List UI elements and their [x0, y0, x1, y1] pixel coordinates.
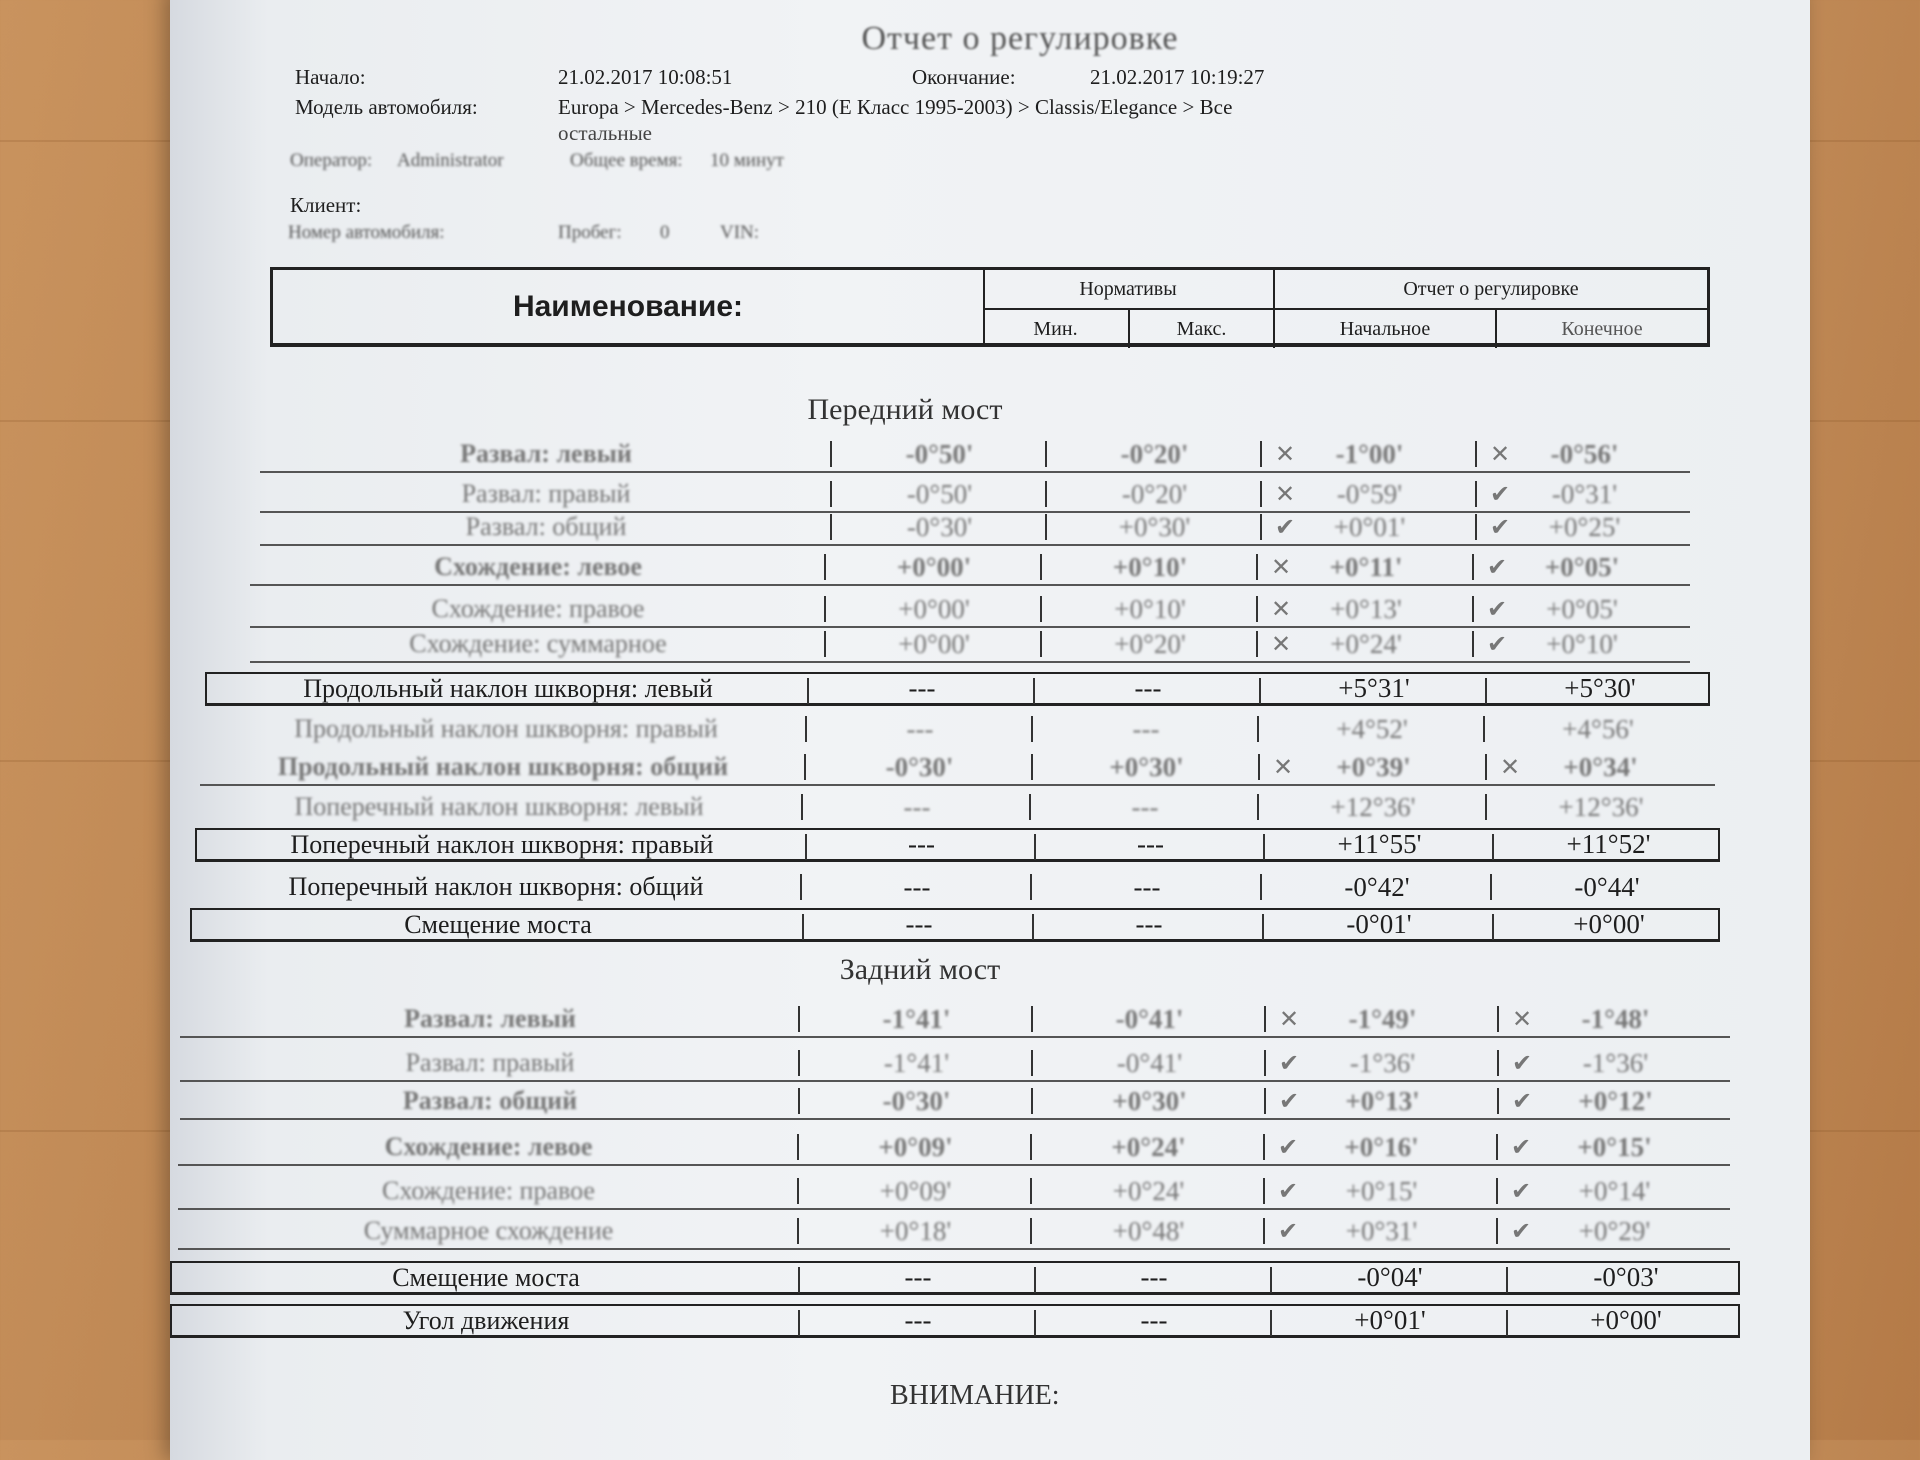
front-cell-divider	[1040, 554, 1042, 580]
max-header: Макс.	[1130, 310, 1275, 348]
end-label: Окончание:	[912, 65, 1016, 89]
cross-icon: ✕	[1278, 1005, 1300, 1033]
front-cell-divider	[824, 554, 826, 580]
rear-cell-divider	[1034, 1310, 1036, 1336]
front-cell-min: ---	[905, 909, 933, 939]
front-cell-divider	[824, 631, 826, 657]
rear-cell-label: Развал: общий	[402, 1086, 578, 1115]
front-row	[190, 908, 1720, 942]
rear-cell-divider	[797, 1178, 799, 1204]
rear-cell-min: -1°41'	[883, 1047, 950, 1078]
name-column-header: Наименование:	[273, 270, 985, 343]
rear-row	[178, 1214, 1730, 1250]
rear-cell-final: +0°29'	[1578, 1215, 1651, 1246]
rear-cell-divider	[1497, 1050, 1499, 1076]
rear-cell-divider	[1506, 1310, 1508, 1336]
front-cell-divider	[1045, 481, 1047, 507]
front-row	[260, 437, 1690, 473]
rear-cell-divider	[797, 1218, 799, 1244]
rear-cell-divider	[798, 1088, 800, 1114]
front-cell-label: Смещение моста	[404, 909, 592, 939]
front-cell-initial: +12°36'	[1330, 791, 1416, 822]
cross-icon: ✕	[1274, 440, 1296, 468]
rear-cell-divider	[1031, 1050, 1033, 1076]
rear-cell-final: -0°03'	[1593, 1262, 1659, 1292]
front-cell-divider	[1045, 441, 1047, 467]
rear-cell-max: +0°48'	[1112, 1215, 1185, 1246]
rear-cell-divider	[797, 1134, 799, 1160]
check-icon: ✔	[1278, 1087, 1300, 1115]
rear-cell-initial: +0°16'	[1344, 1131, 1419, 1162]
rear-row	[178, 1130, 1730, 1166]
front-cell-final: -0°31'	[1551, 478, 1618, 509]
front-cell-label: Развал: общий	[465, 512, 627, 541]
cross-icon: ✕	[1511, 1005, 1533, 1033]
front-row	[250, 627, 1690, 663]
final-header: Конечное	[1561, 317, 1643, 340]
front-cell-label: Схождение: левое	[434, 552, 642, 581]
front-cell-divider	[1258, 754, 1260, 780]
front-cell-divider	[1485, 794, 1487, 820]
front-cell-divider	[1472, 554, 1474, 580]
rear-cell-label: Схождение: правое	[382, 1176, 595, 1205]
front-cell-divider	[1485, 678, 1487, 704]
front-cell-divider	[1260, 481, 1262, 507]
rear-cell-divider	[798, 1050, 800, 1076]
front-cell-divider	[802, 914, 804, 940]
rear-cell-divider	[1497, 1006, 1499, 1032]
front-cell-initial: -1°00'	[1335, 438, 1404, 469]
front-cell-final: +0°05'	[1544, 551, 1620, 582]
rear-cell-max: +0°24'	[1111, 1131, 1186, 1162]
front-cell-divider	[805, 834, 807, 860]
front-cell-divider	[1475, 441, 1477, 467]
model-value-cont: остальные	[558, 121, 653, 145]
check-icon: ✔	[1511, 1087, 1533, 1115]
rear-cell-divider	[1034, 1267, 1036, 1293]
vin-label: VIN:	[720, 222, 760, 243]
front-cell-final: +12°36'	[1558, 791, 1644, 822]
front-row	[195, 828, 1720, 862]
front-cell-divider	[1033, 678, 1035, 704]
rear-cell-max: +0°24'	[1112, 1175, 1185, 1206]
report-sheet	[170, 0, 1810, 1460]
front-cell-label: Схождение: суммарное	[409, 629, 667, 658]
cross-icon: ✕	[1272, 753, 1294, 781]
front-cell-divider	[807, 678, 809, 704]
front-cell-divider	[1485, 754, 1487, 780]
rear-cell-divider	[1031, 1088, 1033, 1114]
cross-icon: ✕	[1489, 440, 1511, 468]
front-cell-min: ---	[903, 871, 931, 902]
warning-heading: ВНИМАНИЕ:	[890, 1380, 1060, 1411]
rear-cell-final: +0°12'	[1578, 1085, 1653, 1116]
front-cell-divider	[800, 874, 802, 900]
rear-row	[180, 1084, 1730, 1120]
rear-cell-divider	[1264, 1088, 1266, 1114]
end-value: 21.02.2017 10:19:27	[1090, 65, 1265, 89]
front-cell-final: +0°34'	[1563, 751, 1638, 782]
rear-row	[170, 1304, 1740, 1338]
front-cell-divider	[1475, 481, 1477, 507]
front-cell-min: -0°30'	[906, 511, 973, 542]
rear-cell-max: ---	[1140, 1305, 1168, 1335]
check-icon: ✔	[1277, 1133, 1299, 1161]
rear-row	[180, 1046, 1730, 1082]
front-cell-divider	[804, 754, 806, 780]
front-cell-divider	[1029, 794, 1031, 820]
total-time-label: Общее время:	[570, 150, 683, 171]
check-icon: ✔	[1511, 1049, 1533, 1077]
front-cell-max: ---	[1134, 673, 1162, 703]
rear-cell-final: +0°00'	[1590, 1305, 1662, 1335]
rear-cell-min: -1°41'	[882, 1003, 951, 1034]
front-cell-max: ---	[1137, 829, 1164, 859]
front-cell-initial: +0°11'	[1329, 551, 1403, 582]
front-cell-divider	[1260, 514, 1262, 540]
front-cell-divider	[1031, 716, 1033, 742]
front-cell-label: Поперечный наклон шкворня: общий	[288, 872, 704, 901]
front-cell-initial: +11°55'	[1337, 829, 1422, 859]
front-cell-divider	[1030, 874, 1032, 900]
front-cell-divider	[1256, 631, 1258, 657]
client-label: Клиент:	[290, 193, 362, 217]
front-cell-divider	[1472, 631, 1474, 657]
front-cell-divider	[1256, 596, 1258, 622]
check-icon: ✔	[1277, 1217, 1299, 1245]
rear-cell-divider	[1496, 1178, 1498, 1204]
cross-icon: ✕	[1274, 480, 1296, 508]
front-cell-max: ---	[1135, 909, 1163, 939]
front-cell-divider	[805, 716, 807, 742]
front-cell-final: +11°52'	[1566, 829, 1651, 859]
front-cell-label: Продольный наклон шкворня: правый	[294, 714, 718, 743]
rear-cell-divider	[1263, 1178, 1265, 1204]
front-cell-max: ---	[1133, 871, 1161, 902]
mileage-label: Пробег:	[558, 222, 622, 243]
rear-cell-final: -1°36'	[1582, 1047, 1649, 1078]
front-cell-min: ---	[903, 791, 931, 822]
rear-cell-label: Суммарное схождение	[363, 1216, 614, 1245]
rear-row	[180, 1002, 1730, 1038]
front-cell-initial: +0°01'	[1333, 511, 1406, 542]
report-title: Отчет о регулировке	[861, 20, 1179, 57]
front-cell-divider	[1260, 441, 1262, 467]
front-axle-heading: Передний мост	[807, 393, 1003, 426]
rear-cell-divider	[1270, 1310, 1272, 1336]
front-cell-min: +0°00'	[898, 593, 970, 624]
operator-value: Administrator	[397, 150, 504, 171]
cross-icon: ✕	[1499, 753, 1521, 781]
front-cell-initial: +4°52'	[1336, 713, 1408, 744]
front-cell-divider	[1259, 678, 1261, 704]
min-header: Мин.	[983, 310, 1130, 348]
front-cell-divider	[1260, 874, 1262, 900]
front-cell-divider	[1257, 794, 1259, 820]
start-value: 21.02.2017 10:08:51	[558, 65, 733, 89]
front-cell-min: ---	[908, 829, 935, 859]
rear-cell-label: Смещение моста	[392, 1262, 580, 1292]
front-cell-final: -0°56'	[1550, 438, 1619, 469]
front-cell-divider	[1040, 596, 1042, 622]
front-row	[260, 477, 1690, 513]
rear-cell-label: Угол движения	[402, 1305, 570, 1335]
model-value: Europa > Mercedes-Benz > 210 (E Класс 1995-2003) > Classis/Elegance > Все	[558, 95, 1233, 119]
rear-cell-divider	[798, 1006, 800, 1032]
front-cell-divider	[1475, 514, 1477, 540]
cross-icon: ✕	[1270, 595, 1292, 623]
front-cell-divider	[1472, 596, 1474, 622]
start-label: Начало:	[295, 65, 366, 89]
rear-cell-divider	[1497, 1088, 1499, 1114]
front-cell-divider	[830, 514, 832, 540]
front-cell-divider	[824, 596, 826, 622]
report-header: Отчет о регулировке	[1275, 270, 1707, 310]
cross-icon: ✕	[1270, 553, 1292, 581]
front-cell-label: Развал: левый	[460, 439, 632, 468]
front-cell-divider	[1263, 834, 1265, 860]
rear-row	[170, 1261, 1740, 1295]
mileage-value: 0	[660, 222, 670, 243]
front-cell-max: +0°30'	[1109, 751, 1184, 782]
rear-cell-final: +0°15'	[1577, 1131, 1652, 1162]
rear-cell-final: +0°14'	[1578, 1175, 1651, 1206]
front-cell-divider	[1040, 631, 1042, 657]
rear-cell-initial: +0°31'	[1345, 1215, 1418, 1246]
table-header	[270, 267, 1710, 347]
front-row	[195, 790, 1715, 824]
front-cell-final: +0°10'	[1546, 628, 1618, 659]
front-cell-min: -0°50'	[905, 438, 974, 469]
check-icon: ✔	[1278, 1049, 1300, 1077]
rear-cell-divider	[798, 1267, 800, 1293]
front-cell-max: -0°20'	[1120, 438, 1189, 469]
rear-cell-divider	[1030, 1218, 1032, 1244]
front-cell-max: +0°10'	[1114, 593, 1186, 624]
check-icon: ✔	[1489, 513, 1511, 541]
front-cell-divider	[1031, 754, 1033, 780]
front-cell-initial: +0°39'	[1336, 751, 1411, 782]
check-icon: ✔	[1486, 595, 1508, 623]
rear-row	[178, 1174, 1730, 1210]
front-cell-label: Поперечный наклон шкворня: левый	[294, 792, 704, 821]
front-cell-final: -0°44'	[1574, 871, 1640, 902]
front-cell-initial: -0°01'	[1346, 909, 1412, 939]
rear-cell-max: +0°30'	[1112, 1085, 1187, 1116]
front-cell-initial: +5°31'	[1338, 673, 1410, 703]
rear-cell-divider	[1496, 1134, 1498, 1160]
rear-cell-divider	[798, 1310, 800, 1336]
front-cell-divider	[1492, 914, 1494, 940]
rear-cell-label: Развал: левый	[404, 1004, 576, 1033]
front-cell-divider	[1492, 834, 1494, 860]
front-cell-divider	[1256, 554, 1258, 580]
rear-cell-max: -0°41'	[1115, 1003, 1184, 1034]
model-label: Модель автомобиля:	[295, 95, 478, 119]
front-cell-divider	[830, 441, 832, 467]
rear-cell-initial: +0°15'	[1345, 1175, 1418, 1206]
front-cell-divider	[1045, 514, 1047, 540]
front-row	[205, 712, 1710, 746]
front-cell-label: Продольный наклон шкворня: левый	[303, 673, 713, 703]
rear-cell-divider	[1506, 1267, 1508, 1293]
front-cell-label: Продольный наклон шкворня: общий	[277, 752, 729, 781]
front-cell-final: +5°30'	[1564, 673, 1636, 703]
rear-cell-divider	[1263, 1218, 1265, 1244]
front-cell-final: +0°00'	[1573, 909, 1645, 939]
front-cell-initial: -0°42'	[1344, 871, 1410, 902]
check-icon: ✔	[1274, 513, 1296, 541]
rear-cell-min: +0°09'	[878, 1131, 953, 1162]
rear-cell-initial: +0°01'	[1354, 1305, 1426, 1335]
rear-cell-min: ---	[904, 1262, 932, 1292]
rear-cell-divider	[1030, 1134, 1032, 1160]
rear-cell-divider	[1496, 1218, 1498, 1244]
front-cell-max: +0°10'	[1112, 551, 1188, 582]
front-cell-min: -0°50'	[906, 478, 973, 509]
rear-cell-initial: +0°13'	[1345, 1085, 1420, 1116]
rear-cell-divider	[1031, 1006, 1033, 1032]
check-icon: ✔	[1489, 480, 1511, 508]
rear-cell-initial: -1°36'	[1349, 1047, 1416, 1078]
initial-header: Начальное	[1275, 310, 1497, 348]
check-icon: ✔	[1486, 553, 1508, 581]
rear-cell-max: ---	[1140, 1262, 1168, 1292]
front-cell-final: +0°25'	[1548, 511, 1621, 542]
front-cell-label: Схождение: правое	[431, 594, 645, 623]
front-cell-min: ---	[908, 673, 936, 703]
front-cell-final: +0°05'	[1546, 593, 1618, 624]
check-icon: ✔	[1486, 630, 1508, 658]
front-row	[250, 592, 1690, 628]
rear-cell-divider	[1030, 1178, 1032, 1204]
front-cell-max: ---	[1132, 713, 1160, 744]
operator-label: Оператор:	[290, 150, 373, 171]
rear-cell-divider	[1264, 1006, 1266, 1032]
rear-cell-initial: -0°04'	[1357, 1262, 1423, 1292]
rear-cell-final: -1°48'	[1581, 1003, 1650, 1034]
front-cell-divider	[1490, 874, 1492, 900]
front-cell-min: +0°00'	[898, 628, 970, 659]
front-cell-divider	[830, 481, 832, 507]
front-cell-label: Поперечный наклон шкворня: правый	[290, 829, 714, 859]
front-cell-initial: -0°59'	[1336, 478, 1403, 509]
front-row	[250, 550, 1690, 586]
rear-cell-label: Развал: правый	[405, 1048, 575, 1077]
front-cell-max: ---	[1131, 791, 1159, 822]
rear-cell-initial: -1°49'	[1348, 1003, 1417, 1034]
front-cell-divider	[1262, 914, 1264, 940]
total-time-value: 10 минут	[710, 150, 784, 171]
rear-cell-min: +0°18'	[879, 1215, 952, 1246]
rear-cell-divider	[1263, 1134, 1265, 1160]
check-icon: ✔	[1510, 1217, 1532, 1245]
front-row	[260, 510, 1690, 546]
rear-cell-label: Схождение: левое	[384, 1132, 593, 1161]
front-cell-min: -0°30'	[885, 751, 954, 782]
check-icon: ✔	[1510, 1177, 1532, 1205]
check-icon: ✔	[1510, 1133, 1532, 1161]
rear-cell-min: +0°09'	[879, 1175, 952, 1206]
front-cell-final: +4°56'	[1562, 713, 1634, 744]
check-icon: ✔	[1277, 1177, 1299, 1205]
front-cell-max: +0°30'	[1118, 511, 1191, 542]
rear-cell-max: -0°41'	[1116, 1047, 1183, 1078]
front-cell-min: +0°00'	[896, 551, 972, 582]
front-row	[190, 870, 1720, 904]
front-cell-label: Развал: правый	[461, 479, 631, 508]
rear-axle-heading: Задний мост	[839, 953, 1001, 986]
front-cell-initial: +0°24'	[1330, 628, 1402, 659]
front-cell-min: ---	[906, 713, 934, 744]
rear-cell-divider	[1270, 1267, 1272, 1293]
rear-cell-min: -0°30'	[882, 1085, 951, 1116]
front-row	[200, 750, 1715, 786]
front-cell-divider	[1032, 914, 1034, 940]
front-cell-max: +0°20'	[1114, 628, 1186, 659]
front-cell-divider	[1483, 716, 1485, 742]
front-cell-divider	[801, 794, 803, 820]
plate-label: Номер автомобиля:	[288, 222, 445, 243]
front-cell-max: -0°20'	[1121, 478, 1188, 509]
front-cell-divider	[1034, 834, 1036, 860]
norms-header: Нормативы	[983, 270, 1275, 310]
front-cell-divider	[1257, 716, 1259, 742]
rear-cell-divider	[1264, 1050, 1266, 1076]
rear-cell-min: ---	[904, 1305, 932, 1335]
cross-icon: ✕	[1270, 630, 1292, 658]
front-row	[205, 672, 1710, 706]
front-cell-initial: +0°13'	[1330, 593, 1402, 624]
